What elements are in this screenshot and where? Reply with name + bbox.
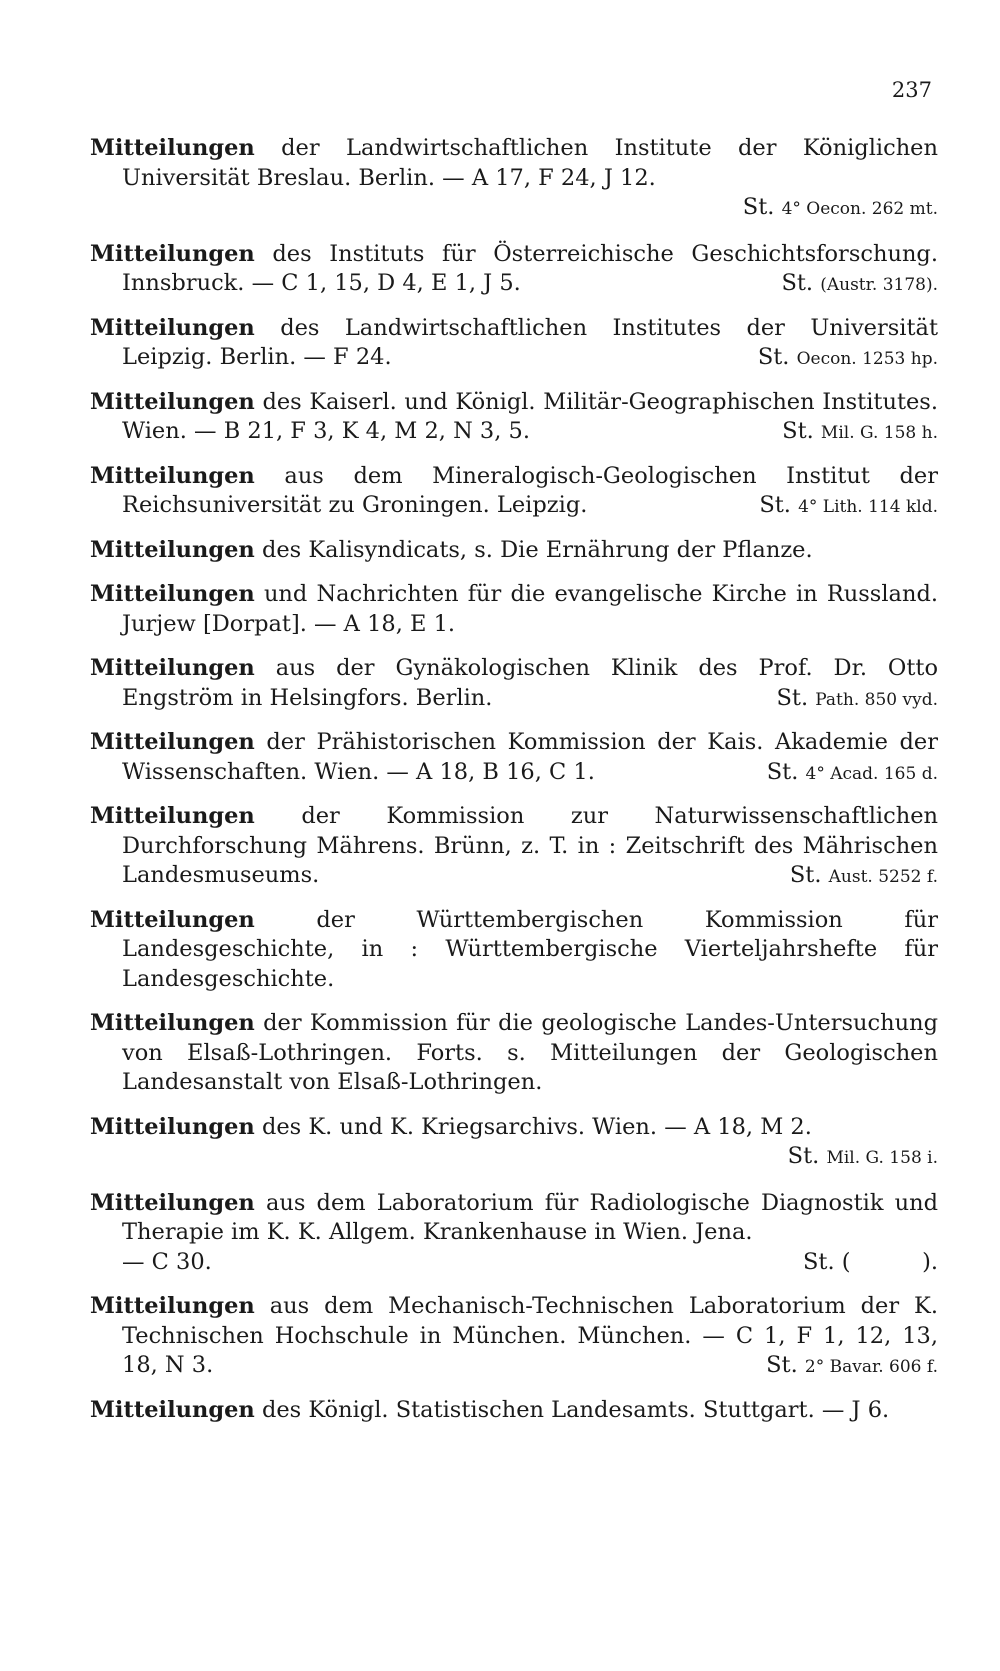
shelfmark [766,1351,938,1383]
shelfmark-signature: 4° Lith. 114 kld. [798,497,938,517]
entry-text: der Württembergischen Kommission für Landesgeschichte, in : Württembergische Vierteljahrshefte für Landesgeschichte. [122,906,938,992]
entry-text: aus dem Mineralogisch-Geologischen Institut der Reichsuniversität zu Groningen. Leipzig. [122,462,938,518]
shelfmark-signature: (Austr. 3178). [820,275,938,295]
entry-text: der Landwirtschaftlichen Institute der Königlichen Universität Breslau. Berlin. — A 17, F 24, J 12. [122,135,938,191]
shelfmark-prefix: St. [776,684,809,711]
list-item [90,1396,938,1426]
shelfmark-prefix: St. [787,1143,820,1169]
shelfmark-prefix: St. [757,344,790,370]
entry-head: Mitteilungen [90,581,255,607]
entry-text: aus dem Mechanisch-Technischen Laboratorium der K. Technischen Hochschule in München. München. — C 1, F 1, 12, 13, 18, N 3. [122,1293,938,1378]
shelfmark [782,417,938,449]
entry-head: Mitteilungen [90,1189,255,1216]
shelfmark-prefix: St. [742,194,775,220]
entry-tail-text: — C 30. [122,1248,212,1275]
shelfmark [781,269,938,301]
entry-head: Mitteilungen [90,729,255,755]
list-item [90,1292,938,1381]
list-item [90,240,938,299]
shelfmark-prefix: St. [789,862,822,888]
shelfmark [758,343,938,375]
shelfmark-prefix: St. [766,758,799,785]
shelfmark-signature: Mil. G. 158 i. [826,1148,938,1168]
entry-text: des Kaiserl. und Königl. Militär-Geographischen Institutes. Wien. — B 21, F 3, K 4, M 2, N 3, 5. [122,388,939,444]
shelfmark [767,758,938,790]
shelfmark [790,861,938,893]
shelfmark-signature: 4° Oecon. 262 mt. [781,199,938,219]
shelfmark-signature: 4° Acad. 165 d. [805,763,938,784]
list-item [90,462,938,521]
shelfmark-prefix: St. [759,492,791,518]
shelfmark-prefix: St. [782,418,814,444]
entry-head: Mitteilungen [90,314,255,341]
entry-head: Mitteilungen [90,1113,255,1140]
shelfmark-signature: 2° Bavar. 606 f. [804,1357,938,1377]
page-number: 237 [891,78,932,102]
shelfmark-signature: Aust. 5252 f. [828,867,938,887]
shelfmark-line [122,1248,938,1278]
list-item [90,536,938,566]
entry-text: des Königl. Statistischen Landesamts. Stuttgart. — J 6. [261,1396,890,1423]
entry-head: Mitteilungen [90,1293,255,1319]
entry-text: und Nachrichten für die evangelische Kirche in Russland. Jurjew [Dorpat]. — A 18, E 1. [122,581,938,637]
list-item [90,580,938,639]
entry-text: des Kalisyndicats, s. Die Ernährung der Pflanze. [261,536,813,563]
entry-head: Mitteilungen [90,462,255,489]
entry-head: Mitteilungen [90,388,255,415]
entry-head: Mitteilungen [90,536,255,563]
entry-text: der Kommission zur Naturwissenschaftlichen Durchforschung Mährens. Brünn, z. T. in : Zeitschrift des Mährischen Landesmuseums. [122,803,938,888]
entry-head: Mitteilungen [90,135,255,161]
list-item [90,314,938,373]
list-item [90,1009,938,1098]
entry-text: der Prähistorischen Kommission der Kais. Akademie der Wissenschaften. Wien. — A 18, B 16, C 1. [122,729,938,785]
list-item [90,906,938,995]
entry-head: Mitteilungen [90,803,255,829]
shelfmark [759,491,938,523]
list-item [90,134,938,225]
entry-text: aus dem Laboratorium für Radiologische Diagnostik und Therapie im K. K. Allgem. Krankenhause in Wien. Jena. [122,1189,938,1245]
shelfmark-prefix: St. [766,1352,798,1378]
shelfmark-prefix: St. [803,1248,835,1275]
list-item [90,654,938,713]
entry-text: des K. und K. Kriegsarchivs. Wien. — A 18, M 2. [261,1113,812,1140]
shelfmark [776,684,938,716]
entry-head: Mitteilungen [90,1010,255,1036]
entry-head: Mitteilungen [90,240,255,267]
entry-text: der Kommission für die geologische Landes-Untersuchung von Elsaß-Lothringen. Forts. s. Mitteilungen der Geologischen Landesanstalt von Elsaß-Lothringen. [122,1010,938,1095]
list-item [90,802,938,891]
entry-text: des Landwirtschaftlichen Institutes der Universität Leipzig. Berlin. — F 24. [122,314,938,370]
shelfmark [122,193,938,225]
entry-head: Mitteilungen [90,906,255,933]
shelfmark [803,1248,938,1278]
list-item [90,1189,938,1278]
shelfmark-signature: ( ). [841,1248,938,1275]
shelfmark [122,1142,938,1174]
entry-text: des Instituts für Österreichische Geschichtsforschung. Innsbruck. — C 1, 15, D 4, E 1, J 5. [122,240,938,296]
entry-text: aus der Gynäkologischen Klinik des Prof. Dr. Otto Engström in Helsingfors. Berlin. [122,655,938,711]
entry-head: Mitteilungen [90,1396,255,1423]
entry-list [90,134,938,1440]
shelfmark-signature: Oecon. 1253 hp. [796,349,938,369]
list-item [90,728,938,787]
shelfmark-signature: Path. 850 vyd. [815,689,938,710]
list-item [90,1113,938,1174]
shelfmark-prefix: St. [781,270,814,296]
list-item [90,388,938,447]
entry-head: Mitteilungen [90,655,255,681]
shelfmark-signature: Mil. G. 158 h. [820,423,938,443]
